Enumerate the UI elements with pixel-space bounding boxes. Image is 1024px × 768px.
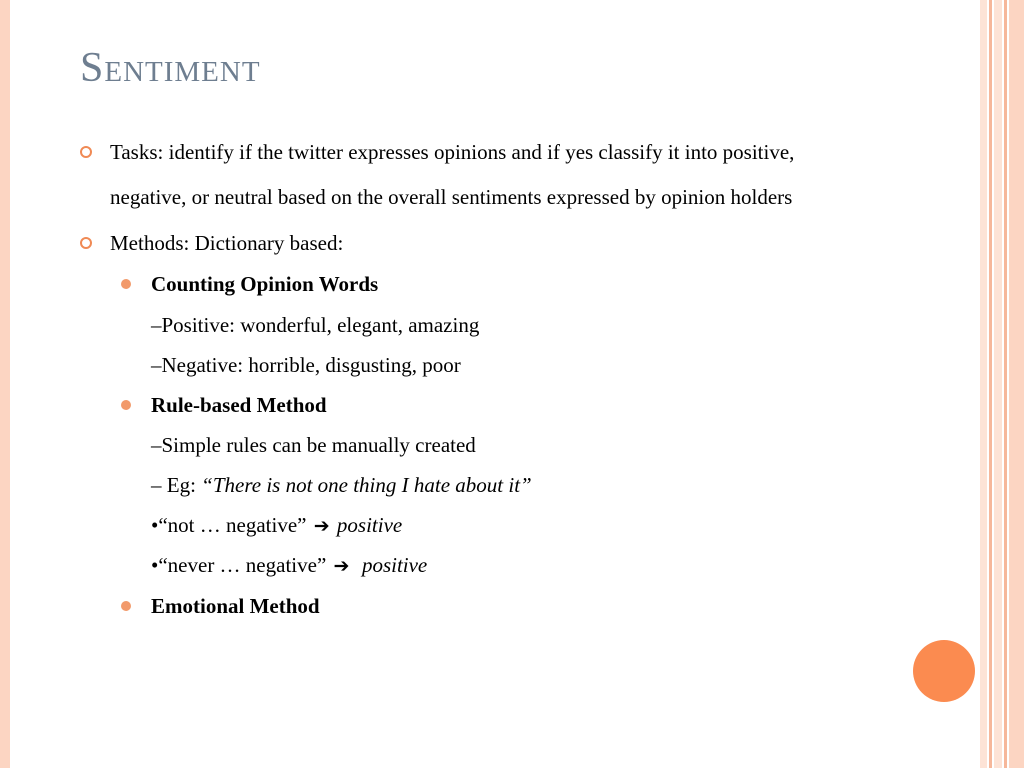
example-quote: “There is not one thing I hate about it”	[201, 473, 532, 497]
hollow-circle-bullet-icon	[80, 237, 92, 249]
right-border-decoration	[980, 0, 1024, 768]
slide-title: Sentiment	[80, 45, 261, 91]
orange-circle-icon	[913, 640, 975, 702]
right-stripe	[989, 0, 992, 768]
positive-words-line: –Positive: wonderful, elegant, amazing	[151, 313, 480, 337]
counting-heading: Counting Opinion Words	[151, 272, 379, 296]
rule-never-negative-text: •“never … negative”	[151, 553, 332, 577]
rule-not-negative-result: positive	[336, 513, 403, 537]
example-prefix: – Eg:	[151, 473, 202, 497]
rule-not-negative-line	[151, 512, 402, 539]
rule-based-heading: Rule-based Method	[151, 393, 327, 417]
right-stripe	[980, 0, 987, 768]
hollow-circle-bullet-icon	[80, 146, 92, 158]
rule-never-negative-result: positive	[361, 553, 428, 577]
simple-rules-line: –Simple rules can be manually created	[151, 433, 476, 457]
filled-circle-bullet-icon	[121, 400, 131, 410]
filled-circle-bullet-icon	[121, 279, 131, 289]
tasks-text-line-1: Tasks: identify if the twitter expresses opinions and if yes classify it into positive,	[110, 140, 795, 164]
tasks-text-line-2: negative, or neutral based on the overall sentiments expressed by opinion holders	[110, 185, 793, 209]
rule-not-negative-text: •“not … negative”	[151, 513, 312, 537]
right-arrow-icon: ➔	[313, 515, 330, 537]
right-stripe	[994, 0, 1002, 768]
right-stripe	[1009, 0, 1024, 768]
left-border-decoration	[0, 0, 10, 768]
methods-text: Methods: Dictionary based:	[110, 231, 344, 255]
negative-words-line: –Negative: horrible, disgusting, poor	[151, 353, 461, 377]
emotional-heading: Emotional Method	[151, 594, 320, 618]
right-arrow-icon: ➔	[333, 555, 350, 577]
rule-never-negative-line	[151, 552, 427, 579]
filled-circle-bullet-icon	[121, 601, 131, 611]
right-stripe	[1004, 0, 1007, 768]
example-line	[151, 472, 532, 498]
